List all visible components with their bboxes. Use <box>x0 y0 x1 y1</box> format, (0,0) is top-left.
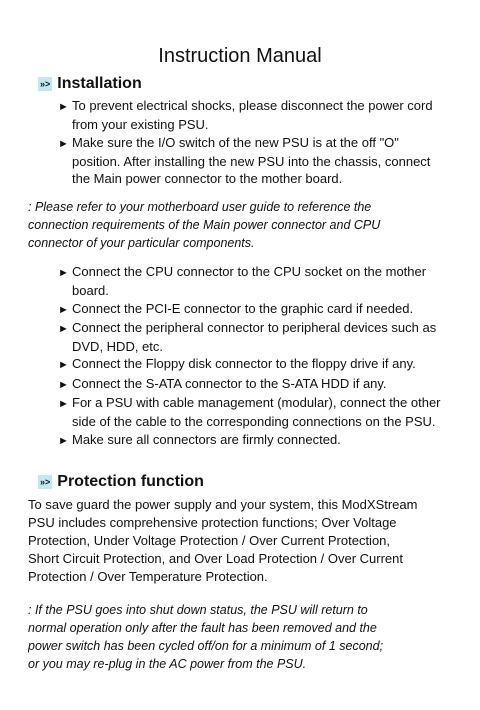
shutdown-note: : If the PSU goes into shut down status, the PSU will return to normal operation only after the fault has been removed and the power switch has been cycled off/on for a minimum of 1 second; or you may re-plug in the AC power from the PSU. <box>28 603 384 671</box>
arrow-right-icon: ► <box>58 137 69 150</box>
list-item: ► Make sure all connectors are firmly connected. <box>58 431 450 450</box>
list-item: ► Connect the Floppy disk connector to the floppy drive if any. <box>58 355 450 374</box>
list-item: ► For a PSU with cable management (modular), connect the other side of the cable to the corresponding connections on the PSU. <box>58 395 441 430</box>
list-item: ► Connect the PCI-E connector to the graphic card if needed. <box>58 300 450 319</box>
arrow-right-icon: ► <box>58 434 69 447</box>
arrow-right-icon: ► <box>58 322 69 335</box>
page-title: Instruction Manual <box>158 45 322 67</box>
arrow-right-icon: ► <box>58 101 69 113</box>
installation-heading-text: Installation <box>57 75 142 92</box>
motherboard-note: : Please refer to your motherboard user guide to reference the connection requirements of the Main power connector and CPU connector of your particular components. <box>28 200 381 250</box>
list-item: ► Make sure the I/O switch of the new PSU is at the off "O" position. After installing the new PSU into the chassis, connect the Main power connector to the mother board. <box>58 134 431 187</box>
list-item: ► Connect the CPU connector to the CPU socket on the mother board. <box>58 264 427 299</box>
arrow-right-icon: ► <box>58 303 69 316</box>
arrow-right-icon: ► <box>58 359 69 372</box>
protection-description: To save guard the power supply and your system, this ModXStream PSU includes comprehensive protection functions; Over Voltage Protection, Under Voltage Protection / Over Current Protection, Short Circuit Protection, and Over Load Protection / Over Current Protection / Over Temperature Protection. <box>28 497 418 584</box>
arrow-right-icon: ► <box>58 398 69 411</box>
section-marker-icon: »> <box>40 78 51 89</box>
list-item: ► Connect the S-ATA connector to the S-ATA HDD if any. <box>58 375 450 394</box>
installation-heading <box>38 74 142 94</box>
installation-steps-1 <box>58 97 450 187</box>
installation-steps-2 <box>58 263 450 450</box>
section-marker-icon: »> <box>40 476 51 487</box>
protection-heading-text: Protection function <box>57 473 204 490</box>
protection-heading <box>38 472 204 492</box>
list-item: ► To prevent electrical shocks, please disconnect the power cord from your existing PSU. <box>58 98 433 133</box>
arrow-right-icon: ► <box>58 378 69 391</box>
arrow-right-icon: ► <box>58 267 69 279</box>
list-item: ► Connect the peripheral connector to peripheral devices such as DVD, HDD, etc. <box>58 319 437 355</box>
